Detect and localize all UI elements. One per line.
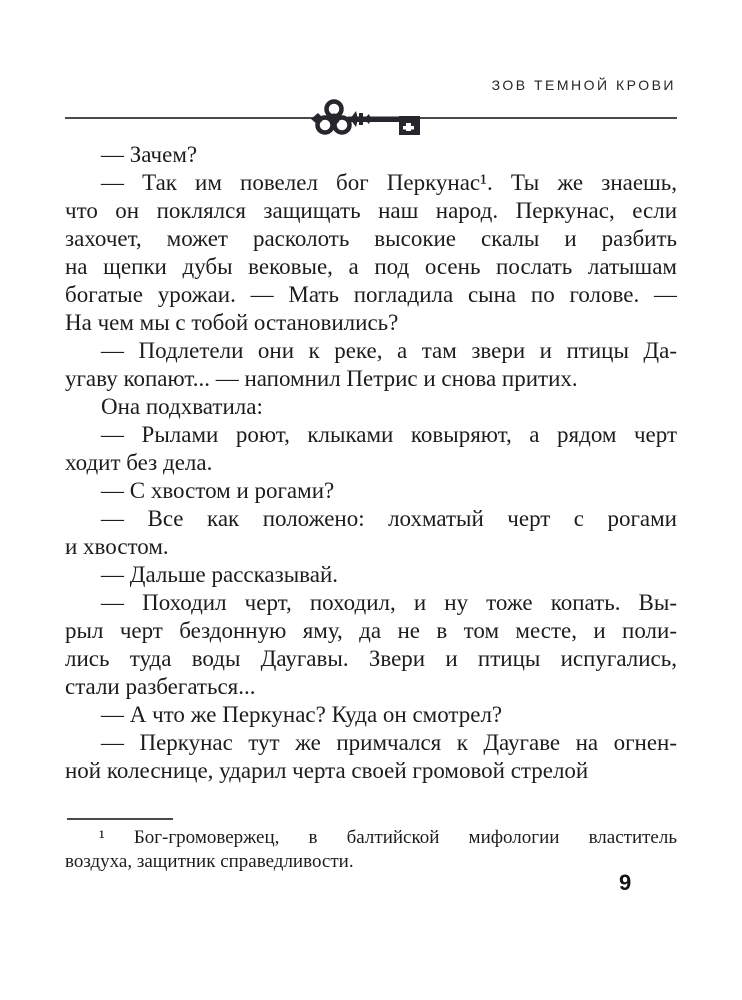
body-line: — А что же Перкунас? Куда он смотрел? <box>101 702 503 727</box>
body-line: — Так им повелел бог Перкунас¹. Ты же знаешь, <box>101 170 677 195</box>
body-line: захочет, может расколоть высокие скалы и разбить <box>65 226 677 251</box>
body-line: угаву копают... — напомнил Петрис и снова притих. <box>65 366 578 391</box>
paragraph <box>65 477 677 505</box>
body-line: — Перкунас тут же примчался к Даугаве на огнен- <box>101 730 677 755</box>
running-header-title: ЗОВ ТЕМНОЙ КРОВИ <box>491 77 676 93</box>
key-icon <box>310 96 428 142</box>
body-line: Она подхватила: <box>101 394 263 419</box>
footnote-line: ¹ Бог-громовержец, в балтийской мифологии властитель <box>99 827 677 848</box>
body-line: ходит без дела. <box>65 450 213 475</box>
paragraph <box>65 141 677 169</box>
body-line: На чем мы с тобой остановились? <box>65 310 399 335</box>
paragraph <box>65 421 677 477</box>
body-line: ной колеснице, ударил черта своей громовой стрелой <box>65 758 589 783</box>
footnote-text <box>65 826 677 874</box>
body-line: что он поклялся защищать наш народ. Перкунас, если <box>65 198 677 223</box>
paragraph <box>65 505 677 561</box>
body-line: — Зачем? <box>101 142 198 167</box>
paragraph <box>65 393 677 421</box>
body-line: богатые урожаи. — Мать погладила сына по голове. — <box>65 282 677 307</box>
body-line: — Дальше рассказывай. <box>101 562 339 587</box>
body-line: лись туда воды Даугавы. Звери и птицы испугались, <box>65 646 677 671</box>
paragraph <box>65 589 677 701</box>
body-line: и хвостом. <box>65 534 169 559</box>
footnote-line: воздуха, защитник справедливости. <box>65 851 354 872</box>
paragraph <box>65 169 677 337</box>
body-line: — С хвостом и рогами? <box>101 478 335 503</box>
body-text <box>65 141 677 785</box>
page-number: 9 <box>619 870 632 895</box>
body-line: — Походил черт, походил, и ну тоже копать. Вы- <box>101 590 677 615</box>
body-line: — Подлетели они к реке, а там звери и птицы Да- <box>101 338 677 363</box>
paragraph <box>65 701 677 729</box>
body-line: — Все как положено: лохматый черт с рогами <box>101 506 677 531</box>
footnote-rule <box>67 818 173 820</box>
body-line: стали разбегаться... <box>65 674 256 699</box>
body-line: на щепки дубы вековые, а под осень послать латышам <box>65 254 677 279</box>
body-line: — Рылами роют, клыками ковыряют, а рядом черт <box>101 422 677 447</box>
paragraph <box>65 337 677 393</box>
paragraph <box>65 561 677 589</box>
body-line: рыл черт бездонную яму, да не в том месте, и поли- <box>65 618 677 643</box>
paragraph <box>65 729 677 785</box>
